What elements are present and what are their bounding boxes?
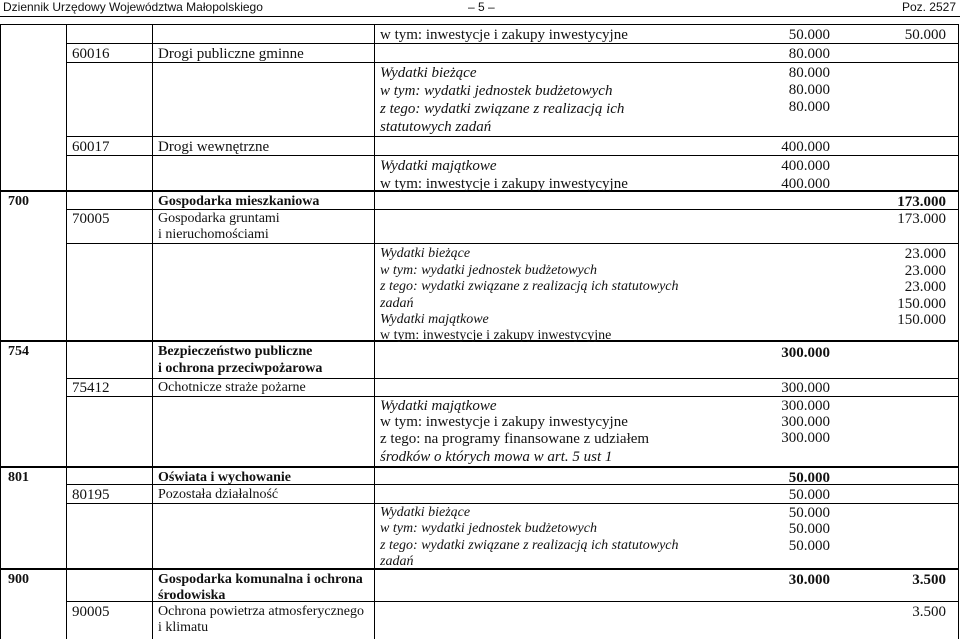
row-value: 150.000: [897, 296, 946, 312]
chapter-amount: 80.000: [788, 46, 830, 62]
item-number: Poz. 2527: [901, 0, 956, 14]
row-value: 50.000: [788, 538, 830, 554]
row-desc: w tym: wydatki jednostek budżetowych: [380, 83, 613, 99]
table-border-right: [958, 24, 959, 639]
section-amount: 300.000: [781, 345, 830, 361]
column-divider-section: [152, 24, 153, 639]
row-desc: zadań: [380, 554, 414, 569]
row-value: 80.000: [788, 82, 830, 98]
journal-title: Dziennik Urzędowy Województwa Małopolskiego: [3, 0, 263, 14]
row-desc: zadań: [380, 296, 414, 311]
row-value: 300.000: [781, 430, 830, 446]
row-desc: w tym: inwestycje i zakupy inwestycyjne: [380, 176, 628, 192]
section-name: środowiska: [158, 588, 226, 603]
chapter-name: i nieruchomościami: [158, 227, 269, 242]
row-desc: w tym: inwestycje i zakupy inwestycyjne: [380, 328, 612, 343]
row-rule: [66, 209, 959, 210]
chapter-amount: 300.000: [781, 380, 830, 396]
row-rule: [66, 43, 959, 44]
row-desc: w tym: inwestycje i zakupy inwestycyjne: [380, 414, 628, 430]
row-desc: z tego: na programy finansowane z udziałem: [380, 431, 650, 447]
row-rule: [66, 136, 959, 137]
chapter-code: 75412: [72, 380, 110, 396]
row-rule: [0, 466, 959, 468]
column-divider-name: [374, 24, 375, 639]
row-rule: [66, 62, 959, 63]
section-amount: 50.000: [788, 470, 830, 486]
row-desc: w tym: wydatki jednostek budżetowych: [380, 521, 597, 536]
row-desc: w tym: inwestycje i zakupy inwestycyjne: [380, 27, 628, 43]
chapter-name: i klimatu: [158, 620, 209, 635]
row-rule: [66, 378, 959, 379]
row-desc: z tego: wydatki związane z realizacją ich statutowych: [380, 538, 679, 553]
row-rule: [66, 243, 959, 244]
row-value: 23.000: [904, 263, 946, 279]
row-desc: Wydatki majątkowe: [380, 398, 497, 414]
row-desc: Wydatki bieżące: [380, 246, 471, 261]
row-value: 50.000: [904, 27, 946, 43]
row-desc: Wydatki majątkowe: [380, 312, 489, 327]
section-name: i ochrona przeciwpożarowa: [158, 361, 323, 376]
row-desc: z tego: wydatki związane z realizacją ich statutowych: [380, 279, 679, 294]
chapter-amount: 400.000: [781, 139, 830, 155]
row-value: 23.000: [904, 279, 946, 295]
section-name: Gospodarka mieszkaniowa: [158, 194, 320, 209]
row-value: 50.000: [788, 521, 830, 537]
section-code: 801: [8, 470, 29, 485]
section-name: Bezpieczeństwo publiczne: [158, 344, 313, 359]
chapter-code: 60017: [72, 139, 110, 155]
chapter-code: 90005: [72, 604, 110, 620]
row-value: 50.000: [788, 27, 830, 43]
row-rule: [0, 24, 959, 25]
chapter-code: 80195: [72, 487, 110, 503]
chapter-name: Gospodarka gruntami: [158, 211, 280, 226]
row-value: 23.000: [904, 246, 946, 262]
section-code: 754: [8, 344, 29, 359]
row-desc: w tym: wydatki jednostek budżetowych: [380, 263, 597, 278]
section-amount: 173.000: [897, 194, 946, 210]
section-amount-2: 3.500: [912, 572, 946, 588]
row-rule: [66, 396, 959, 397]
header-rule: [0, 16, 960, 17]
chapter-name: Drogi publiczne gminne: [158, 46, 304, 62]
chapter-amount: 50.000: [788, 487, 830, 503]
chapter-amount: 173.000: [897, 211, 946, 227]
row-value: 80.000: [788, 65, 830, 81]
row-desc: Wydatki majątkowe: [380, 158, 497, 174]
section-name: Gospodarka komunalna i ochrona: [158, 572, 363, 587]
chapter-amount-2: 3.500: [912, 604, 946, 620]
column-divider-code: [66, 24, 67, 639]
section-code: 900: [8, 572, 29, 587]
row-desc: Wydatki bieżące: [380, 505, 471, 520]
row-desc: statutowych zadań: [380, 119, 492, 135]
row-value: 50.000: [788, 505, 830, 521]
row-value: 400.000: [781, 176, 830, 192]
row-value: 150.000: [897, 312, 946, 328]
table-border-left: [0, 24, 1, 639]
row-desc: z tego: wydatki związane z realizacją ich: [380, 101, 625, 117]
row-desc: środków o których mowa w art. 5 ust 1: [380, 449, 613, 465]
page-number: – 5 –: [468, 0, 495, 14]
section-amount: 30.000: [788, 572, 830, 588]
row-rule: [66, 155, 959, 156]
chapter-code: 70005: [72, 211, 110, 227]
chapter-name: Pozostała działalność: [158, 487, 279, 502]
row-value: 300.000: [781, 414, 830, 430]
row-value: 80.000: [788, 99, 830, 115]
chapter-name: Ochotnicze straże pożarne: [158, 380, 306, 395]
section-code: 700: [8, 194, 29, 209]
row-rule: [66, 503, 959, 504]
row-value: 300.000: [781, 398, 830, 414]
section-name: Oświata i wychowanie: [158, 470, 291, 485]
chapter-code: 60016: [72, 46, 110, 62]
chapter-name: Drogi wewnętrzne: [158, 139, 270, 155]
row-value: 400.000: [781, 158, 830, 174]
row-desc: Wydatki bieżące: [380, 65, 477, 81]
row-rule: [0, 568, 959, 570]
chapter-name: Ochrona powietrza atmosferycznego: [158, 604, 365, 619]
